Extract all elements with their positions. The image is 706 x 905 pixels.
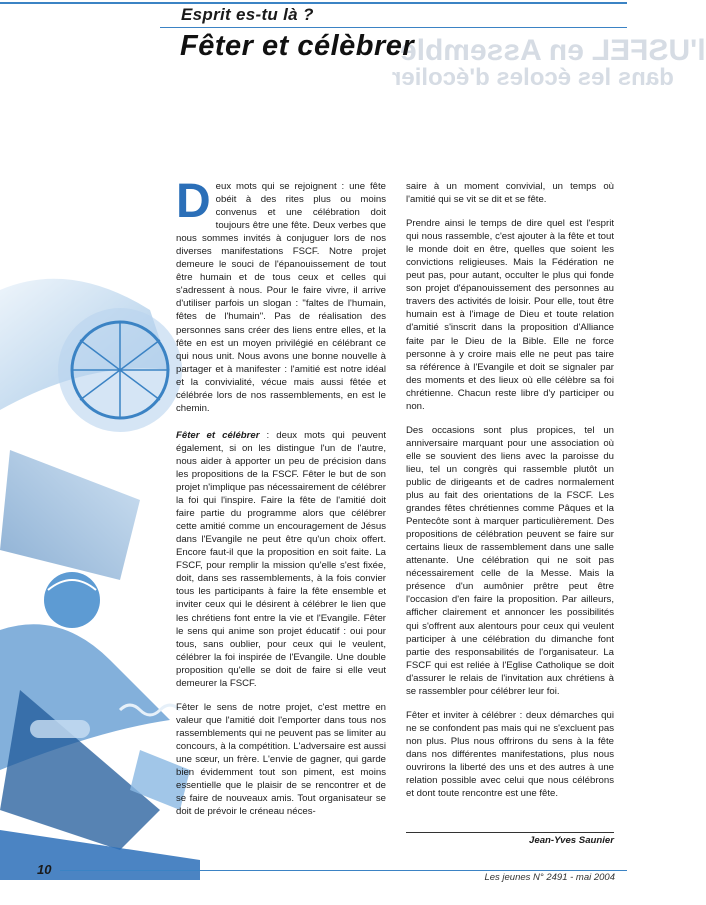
section-rubric: Esprit es-tu là ? [181,5,314,24]
author-rule [406,832,614,833]
intro-paragraph [176,175,386,415]
ghost-text-1: l'USFEL en Assemble [400,34,706,67]
article-column-left [176,175,387,829]
paragraph-2-text: : deux mots qui peuvent également, si on les distingue l'un de l'autre, nous aider à apporter un peu de précision dans les propositions de la FSCF. Fêter le but de son projet n'implique pas nécessairement de célébrer la foi qui l'inspire. Faire la fête de l'amitié doit faire partie du programme alors que célébrer cette amitié comme un encouragement de Jésus dans l'Evangile ne peut être qu'un choix offert. Encore faut-il que la proposition en soit faite. La FSCF, pour remplir la mission qu'elle s'est fixée, doit, dans ses rassemblements, à la fois convier tous les participants à faire la fête ensemble et inviter ceux qui le désirent à célébrer le lien que les chrétiens font entre la vie et l'Evangile. Fêter le sens qui anime son projet éducatif : oui pour tous, sans oublier, pour ceux qui le veulent, célébrer la foi inspirée de l'Evangile. Une double proposition qu'elle se doit de faire si elle veut demeurer la FSCF. [176,429,387,689]
paragraph-5: Prendre ainsi le temps de dire quel est l'esprit qui nous rassemble, c'est ajouter à la fête et tout le monde doit en être, quelles que soient les convictions religieuses. Mais la Fédération ne peut pas, pour autant, occulter le plus qui fonde son projet d'épanouissement des personnes au travers des activités de loisir. Pour elle, tout être humain est à l'image de Dieu et toute relation d'amitié s'inscrit dans la proposition d'Alliance faite par le Dieu de la Bible. Elle ne force personne à y croire mais elle ne peut pas taire sa référence à l'Evangile et doit se signaler par des moments et des lieux où elle célèbre sa foi chrétienne. Chacun reste libre d'y participer ou non. [406,218,614,412]
publication-info: Les jeunes N° 2491 - mai 2004 [484,872,615,883]
footer-rule [60,870,627,871]
paragraph-6: Des occasions sont plus propices, tel un anniversaire marquant pour une association où elle se souvient des liens avec la paroisse du lieu, tel un congrès qui rassemble plutôt un public de dirigeants et de cadres normalement plus au fait des orientations de la FSCF. Les grandes fêtes chrétiennes comme Pâques et la Pentecôte sont à marquer particulièrement. Des propositions de célébration peuvent se faire sur certains lieux de rassemblement dans une salle attenante. Une célébration qui ne soit pas nécessairement celle de la Messe. Mais la présence d'un aumônier prêtre peut être l'occasion d'en faire la proposition. Par ailleurs, afficher clairement et annoncer les possibilités qui s'offrent aux alentours pour ceux qui veulent participer à une célébration du dimanche font partie des responsabilités de l'organisateur. La FSCF qui est reliée à l'Eglise Catholique se doit d'assurer le relais de l'invitation aux chrétiens à se rassembler pour célébrer leur foi. [406,424,614,697]
rubric-rule [160,27,627,28]
article-title: Fêter et célèbrer [180,30,415,62]
paragraph-4: saire à un moment convivial, un temps où l'amitié qui se vit se dit et se fête. [406,181,614,206]
intro-text: eux mots qui se rejoignent : une fête obéit à des rites plus ou moins convenus et une célébration doit toujours être une fête. Deux verbes que nous sommes invités à conjuguer lors de nos diverses manifestations FSCF. Notre projet demeure le souci de l'épanouissement de tout être humain et de tous ceux et celles qui s'adressent à nous. Pour le faire vivre, il arrive d'utiliser parfois un slogan : "faltes de l'humain, fêtes de l'humain". Pas de réalisation des personnes sans créer des liens entre elles, et la fête en est un moyen privilégié en célébrant ce qui nous unit. Nous avons une bonne nouvelle à partager et à manifester : l'amitié est notre idéal et la convivialité, vécue mais aussi fêtée et célébrée lors de nos rassemblements, en est le chemin. [176,181,386,414]
ghost-text-2: dans les écoles d'écolier [392,64,674,91]
drop-cap: D [176,175,211,228]
paragraph-2-lead: Fêter et célébrer [176,429,260,441]
paragraph-2 [176,429,386,690]
article-column-right [406,180,614,811]
top-rule [0,2,627,4]
sport-illustration [0,250,200,880]
author-signature: Jean-Yves Saunier [529,835,614,846]
page-number: 10 [37,862,52,877]
paragraph-7: Fêter et inviter à célébrer : deux démarches qui ne se confondent pas mais qui ne s'excluent pas non plus. Plus nous offrirons du sens à la fête dans nos différentes manifestations, plus nous ouvrirons la liberté des uns et des autres à une relation possible avec celui que nous célébrons et dont toute rencontre est une fête. [406,709,614,800]
paragraph-3: Fêter le sens de notre projet, c'est mettre en valeur que l'amitié doit l'emporter dans tous nos rassemblements qui ne peuvent pas se limiter au concours, à la compétition. L'adversaire est aussi une sœur, un frère. L'envie de gagner, qui garde bien évidemment tout son piment, est moins essentielle que le plaisir de se rencontrer et de se faire de nouveaux amis. Tout organisateur se doit de prévoir le créneau néces- [176,701,386,818]
